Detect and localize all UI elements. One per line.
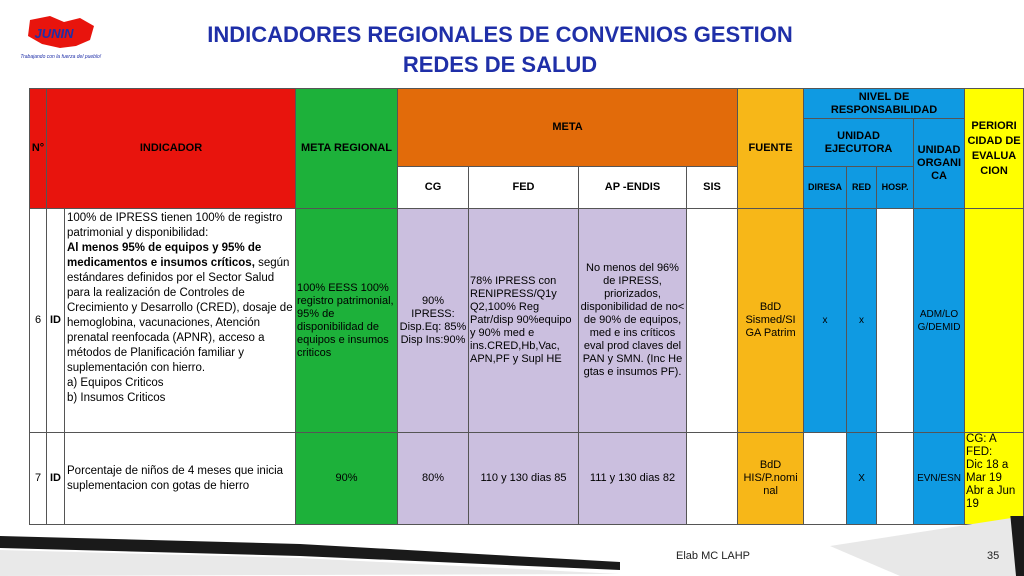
header-meta: META	[398, 89, 738, 167]
title-line-2: REDES DE SALUD	[402, 52, 598, 77]
row-cg: 90% IPRESS: Disp.Eq: 85% Disp Ins:90%	[398, 209, 469, 433]
row-fed: 110 y 130 dias 85	[469, 433, 579, 525]
row-ap-endis: 111 y 130 dias 82	[579, 433, 687, 525]
header-sis: SIS	[687, 167, 738, 209]
header-fed: FED	[469, 167, 579, 209]
periodicidad-line: Dic 18 a	[966, 459, 1009, 471]
row-ap-endis: No menos del 96% de IPRESS, priorizados, disponibilidad de no< de 90% de equipos, med e ins críticos eval prod claves del PAN y SMN. (Inc He gtas e insumos PF).	[579, 209, 687, 433]
header-periodicidad: PERIORI CIDAD DE EVALUA CION	[965, 89, 1024, 209]
header-unidad-ejecutora: UNIDAD EJECUTORA	[804, 119, 914, 167]
row-red: x	[847, 209, 877, 433]
row-id: ID	[47, 209, 65, 433]
row-fuente: BdD HIS/P.nomi nal	[738, 433, 804, 525]
indicador-text: 100% de IPRESS tienen 100% de registro patrimonial y disponibilidad:	[67, 212, 283, 239]
row-diresa	[804, 433, 847, 525]
row-meta-regional: 100% EESS 100% registro patrimonial, 95% de disponibilidad de equipos e insumos criticos	[296, 209, 398, 433]
periodicidad-line: CG: A	[966, 433, 997, 445]
header-nivel: NIVEL DE RESPONSABILIDAD	[804, 89, 965, 119]
title-line-1: INDICADORES REGIONALES DE CONVENIOS GESTION	[207, 22, 793, 47]
svg-text:¡Trabajando con la fuerza del: ¡Trabajando con la fuerza del pueblo!	[20, 54, 102, 60]
page-number: 35	[987, 550, 1000, 562]
row-red: X	[847, 433, 877, 525]
row-unidad-organica: ADM/LO G/DEMID	[914, 209, 965, 433]
row-unidad-organica: EVN/ESN	[914, 433, 965, 525]
page-title	[150, 20, 850, 80]
row-num: 6	[30, 209, 47, 433]
svg-text:JUNIN: JUNIN	[34, 26, 74, 41]
row-id: ID	[47, 433, 65, 525]
region-logo	[20, 12, 104, 64]
header-red: RED	[847, 167, 877, 209]
row-cg: 80%	[398, 433, 469, 525]
indicador-text: según estándares definidos por el Sector Salud para la realización de Controles de Crecimiento y Desarrollo (CRED), dosaje de hemoglobina, vacunaciones, Atención prenatal reenfocada (APNR), acceso a métodos de Planificación familiar y suplementación con hierro.	[67, 257, 293, 374]
header-diresa: DIRESA	[804, 167, 847, 209]
periodicidad-line: Abr a Jun	[966, 485, 1016, 497]
row-sis	[687, 209, 738, 433]
row-indicador	[65, 209, 296, 433]
row-fuente: BdD Sismed/SI GA Patrim	[738, 209, 804, 433]
header-cg: CG	[398, 167, 469, 209]
row-periodicidad	[965, 209, 1024, 433]
indicador-text-bold: Al menos 95% de equipos y 95% de medicamentos e insumos críticos,	[67, 242, 262, 269]
row-num: 7	[30, 433, 47, 525]
row-fed: 78% IPRESS con RENIPRESS/Q1y Q2,100% Reg Patr/disp 90%equipo y 90% med e ins.CRED,Hb,Vac, APN,PF y Supl HE	[469, 209, 579, 433]
header-num: N°	[30, 89, 47, 209]
row-periodicidad	[965, 433, 1024, 525]
table-row	[30, 433, 1024, 525]
row-meta-regional: 90%	[296, 433, 398, 525]
indicators-table	[29, 88, 1024, 525]
header-unidad-organica: UNIDAD ORGANI CA	[914, 119, 965, 209]
row-diresa: x	[804, 209, 847, 433]
periodicidad-line: 19	[966, 498, 979, 510]
row-sis	[687, 433, 738, 525]
footer-author: Elab MC LAHP	[676, 550, 750, 562]
row-indicador: Porcentaje de niños de 4 meses que inicia suplementacion con gotas de hierro	[65, 433, 296, 525]
table-row	[30, 209, 1024, 433]
periodicidad-line: Mar 19	[966, 472, 1002, 484]
header-indicador: INDICADOR	[47, 89, 296, 209]
header-fuente: FUENTE	[738, 89, 804, 209]
row-hosp	[877, 433, 914, 525]
indicador-text: b) Insumos Criticos	[67, 392, 166, 404]
header-hosp: HOSP.	[877, 167, 914, 209]
indicador-text: a) Equipos Criticos	[67, 377, 164, 389]
row-hosp	[877, 209, 914, 433]
header-ap-endis: AP -ENDIS	[579, 167, 687, 209]
periodicidad-line: FED:	[966, 446, 993, 458]
decorative-swoosh	[0, 516, 1024, 576]
header-meta-regional: META REGIONAL	[296, 89, 398, 209]
